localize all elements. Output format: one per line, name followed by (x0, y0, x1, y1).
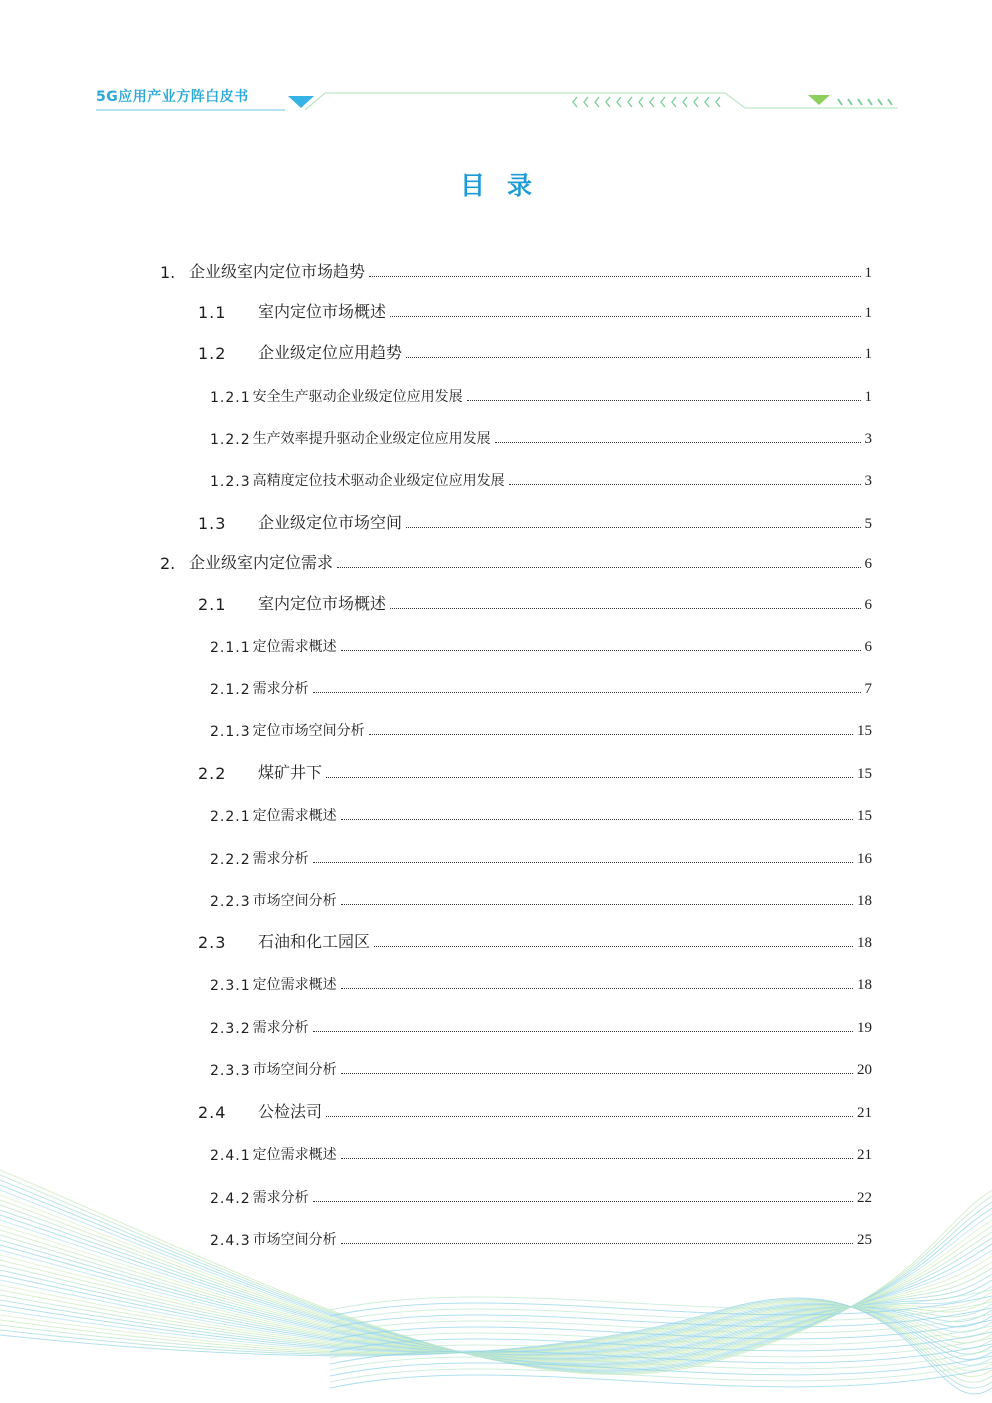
toc-entry-title: 煤矿井下 (258, 763, 323, 782)
toc-dot-leader (341, 1073, 853, 1074)
toc-entry-number: 2.3 (198, 933, 227, 952)
toc-entry-number: 2.3.2 (210, 1021, 251, 1037)
toc-entry-title: 需求分析 (252, 681, 309, 697)
toc-dot-leader (341, 904, 853, 905)
toc-entry-page: 1 (864, 265, 872, 281)
toc-entry-title: 公检法司 (258, 1102, 323, 1121)
toc-entry-number: 1.2 (198, 344, 227, 363)
toc-entry-number: 2.1.3 (210, 724, 251, 740)
toc-entry-page: 18 (857, 935, 872, 951)
toc-entry-title: 定位需求概述 (252, 1147, 337, 1163)
toc-entry[interactable] (210, 464, 872, 490)
toc-dot-leader (326, 777, 853, 778)
toc-entry[interactable] (198, 588, 872, 614)
toc-entry-title: 生产效率提升驱动企业级定位应用发展 (252, 431, 491, 447)
toc-entry[interactable] (198, 296, 872, 322)
toc-entry[interactable] (210, 1053, 872, 1079)
toc-dot-leader (467, 400, 861, 401)
toc-dot-leader (390, 608, 860, 609)
toc-entry-title: 市场空间分析 (252, 893, 337, 909)
toc-entry-page: 15 (857, 766, 872, 782)
toc-entry-page: 5 (864, 516, 872, 532)
footer-wave-decoration (0, 1130, 992, 1403)
toc-entry-number: 1.2.3 (210, 474, 251, 490)
toc-dot-leader (390, 316, 860, 317)
toc-entry-page: 1 (864, 305, 872, 321)
toc-dot-leader (326, 1116, 853, 1117)
toc-dot-leader (341, 988, 853, 989)
toc-entry-title: 企业级定位应用趋势 (258, 343, 403, 362)
toc-dot-leader (406, 527, 860, 528)
toc-entry-number: 1.2.2 (210, 432, 251, 448)
toc-entry-number: 2. (160, 554, 176, 573)
toc-entry-number: 2.4.2 (210, 1191, 251, 1207)
toc-entry[interactable] (160, 256, 872, 282)
toc-entry-page: 6 (864, 556, 872, 572)
toc-entry[interactable] (210, 799, 872, 825)
toc-entry-title: 定位需求概述 (252, 808, 337, 824)
toc-dot-leader (406, 357, 860, 358)
toc-entry-number: 1.3 (198, 514, 227, 533)
toc-entry-number: 1.2.1 (210, 390, 251, 406)
toc-entry-title: 需求分析 (252, 1190, 309, 1206)
toc-entry[interactable] (160, 547, 872, 573)
toc-dot-leader (374, 946, 853, 947)
toc-entry-page: 15 (857, 808, 872, 824)
toc-entry-page: 1 (864, 346, 872, 362)
toc-entry-title: 市场空间分析 (252, 1232, 337, 1248)
toc-entry-title: 企业级室内定位市场趋势 (189, 262, 366, 281)
toc-entry-page: 18 (857, 893, 872, 909)
toc-dot-leader (369, 734, 853, 735)
toc-entry-number: 2.2.2 (210, 852, 251, 868)
toc-entry-number: 2.1 (198, 595, 227, 614)
toc-entry-page: 19 (857, 1020, 872, 1036)
toc-entry-number: 2.2 (198, 764, 227, 783)
toc-entry-number: 2.2.1 (210, 809, 251, 825)
toc-entry-number: 1. (160, 263, 176, 282)
toc-entry-title: 室内定位市场概述 (258, 302, 387, 321)
toc-entry[interactable] (198, 757, 872, 783)
toc-entry-number: 2.1.1 (210, 640, 251, 656)
toc-entry-page: 7 (864, 681, 872, 697)
page-header (0, 0, 992, 130)
toc-dot-leader (313, 1031, 853, 1032)
toc-entry-number: 2.4.1 (210, 1148, 251, 1164)
toc-entry-title: 需求分析 (252, 1020, 309, 1036)
toc-entry-number: 2.4 (198, 1103, 227, 1122)
toc-entry-page: 6 (864, 639, 872, 655)
toc-dot-leader (313, 692, 861, 693)
toc-entry[interactable] (210, 968, 872, 994)
toc-entry-page: 18 (857, 977, 872, 993)
toc-dot-leader (341, 650, 861, 651)
toc-entry[interactable] (210, 422, 872, 448)
toc-entry[interactable] (198, 1096, 872, 1122)
toc-entry-page: 1 (864, 389, 872, 405)
toc-entry-title: 市场空间分析 (252, 1062, 337, 1078)
toc-entry[interactable] (210, 380, 872, 406)
toc-entry-number: 2.3.3 (210, 1063, 251, 1079)
toc-entry-number: 1.1 (198, 303, 227, 322)
toc-heading: 目录 (459, 171, 554, 200)
toc-entry[interactable] (210, 842, 872, 868)
toc-entry-title: 定位市场空间分析 (252, 723, 365, 739)
toc-dot-leader (369, 276, 860, 277)
toc-entry-title: 定位需求概述 (252, 639, 337, 655)
toc-entry[interactable] (198, 507, 872, 533)
toc-entry-title: 高精度定位技术驱动企业级定位应用发展 (252, 473, 505, 489)
toc-entry-page: 20 (857, 1062, 872, 1078)
toc-entry-title: 定位需求概述 (252, 977, 337, 993)
toc-entry-page: 22 (857, 1190, 872, 1206)
toc-entry-number: 2.4.3 (210, 1233, 251, 1249)
toc-entry-title: 企业级定位市场空间 (258, 513, 403, 532)
header-decoration (0, 0, 992, 130)
toc-entry-page: 21 (857, 1105, 872, 1121)
toc-entry[interactable] (210, 630, 872, 656)
toc-entry-page: 16 (857, 851, 872, 867)
toc-dot-leader (341, 819, 853, 820)
toc-entry-number: 2.1.2 (210, 682, 251, 698)
toc-dot-leader (509, 484, 861, 485)
toc-entry-title: 室内定位市场概述 (258, 594, 387, 613)
toc-dot-leader (495, 442, 861, 443)
toc-entry[interactable] (210, 714, 872, 740)
toc-entry[interactable] (210, 672, 872, 698)
toc-entry-page: 3 (864, 473, 872, 489)
toc-entry-title: 石油和化工园区 (258, 932, 371, 951)
toc-entry[interactable] (210, 884, 872, 910)
toc-dot-leader (337, 567, 860, 568)
toc-entry[interactable] (198, 926, 872, 952)
brand-title: 5G应用产业方阵白皮书 (96, 89, 249, 105)
toc-entry-page: 15 (857, 723, 872, 739)
toc-entry-title: 需求分析 (252, 851, 309, 867)
toc-entry-page: 3 (864, 431, 872, 447)
toc-entry[interactable] (198, 337, 872, 363)
toc-entry-page: 6 (864, 597, 872, 613)
toc-entry-page: 25 (857, 1232, 872, 1248)
toc-entry-page: 21 (857, 1147, 872, 1163)
toc-dot-leader (313, 862, 853, 863)
toc-entry-number: 2.3.1 (210, 978, 251, 994)
toc-entry[interactable] (210, 1011, 872, 1037)
toc-entry-title: 安全生产驱动企业级定位应用发展 (252, 389, 463, 405)
toc-entry-number: 2.2.3 (210, 894, 251, 910)
toc-entry-title: 企业级室内定位需求 (189, 553, 334, 572)
